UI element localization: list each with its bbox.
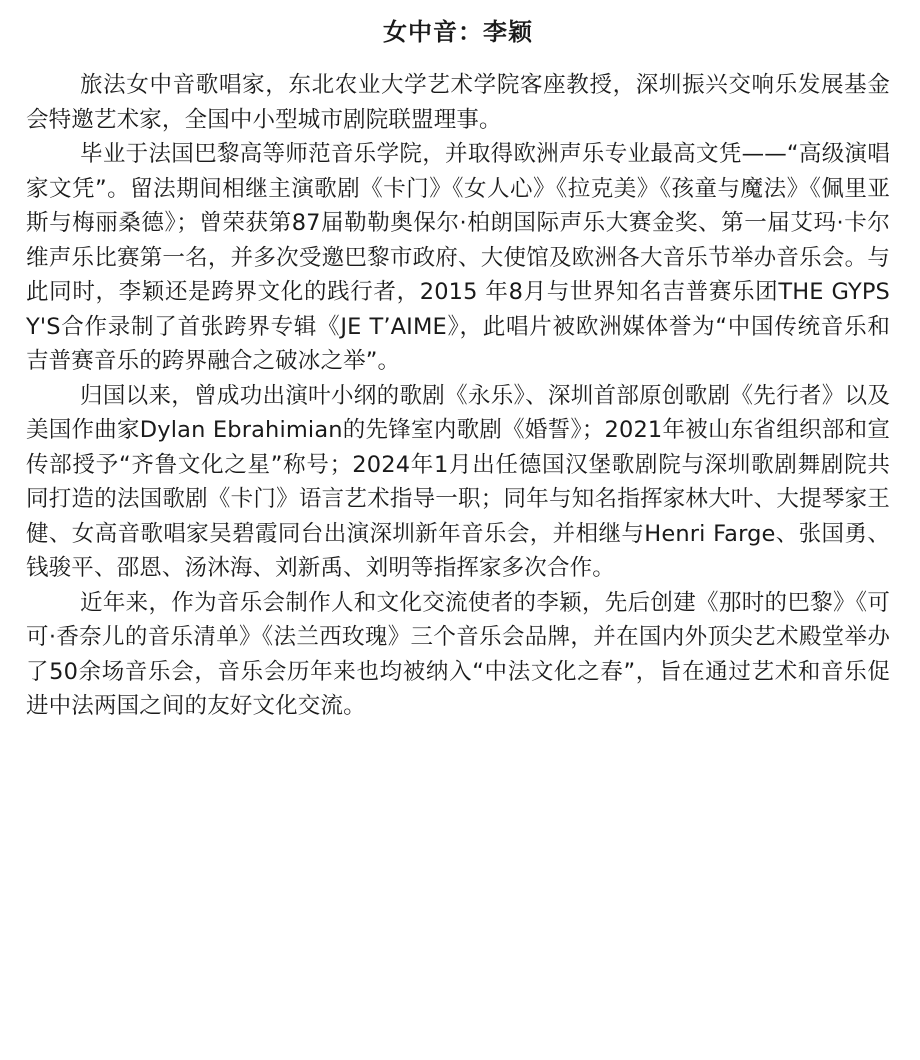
paragraph-return-to-china: 归国以来，曾成功出演叶小纲的歌剧《永乐》、深圳首部原创歌剧《先行者》以及美国作曲家Dylan Ebrahimian的先锋室内歌剧《婚誓》；2021年被山东省组织部和宣传部授予“齐鲁文化之星”称号；2024年1月出任德国汉堡歌剧院与深圳歌剧舞剧院共同打造的法国歌剧《卡门》语言艺术指导一职；同年与知名指挥家林大叶、大提琴家王健、女高音歌唱家吴碧霞同台出演深圳新年音乐会，并相继与Henri Farge、张国勇、钱骏平、邵恩、汤沐海、刘新禹、刘明等指挥家多次合作。 <box>26 382 890 581</box>
paragraph-education-career: 毕业于法国巴黎高等师范音乐学院，并取得欧洲声乐专业最高文凭——“高级演唱家文凭”。留法期间相继主演歌剧《卡门》《女人心》《拉克美》《孩童与魔法》《佩里亚斯与梅丽桑德》；曾荣获第87届勒勒奥保尔·柏朗国际声乐大赛金奖、第一届艾玛·卡尔维声乐比赛第一名，并多次受邀巴黎市政府、大使馆及欧洲各大音乐节举办音乐会。与此同时，李颖还是跨界文化的践行者，2015 年8月与世界知名吉普赛乐团THE GYPSY'S合作录制了首张跨界专辑《JE T’AIME》，此唱片被欧洲媒体誉为“中国传统音乐和吉普赛音乐的跨界融合之破冰之举”。 <box>26 141 890 374</box>
paragraph-recent-years: 近年来，作为音乐会制作人和文化交流使者的李颖，先后创建《那时的巴黎》《可可·香奈儿的音乐清单》《法兰西玫瑰》三个音乐会品牌，并在国内外顶尖艺术殿堂举办了50余场音乐会，音乐会历年来也均被纳入“中法文化之春”，旨在通过艺术和音乐促进中法两国之间的友好文化交流。 <box>26 589 890 719</box>
page-title: 女中音：李颖 <box>383 18 533 46</box>
paragraph-intro: 旅法女中音歌唱家，东北农业大学艺术学院客座教授，深圳振兴交响乐发展基金会特邀艺术家，全国中小型城市剧院联盟理事。 <box>26 72 890 133</box>
